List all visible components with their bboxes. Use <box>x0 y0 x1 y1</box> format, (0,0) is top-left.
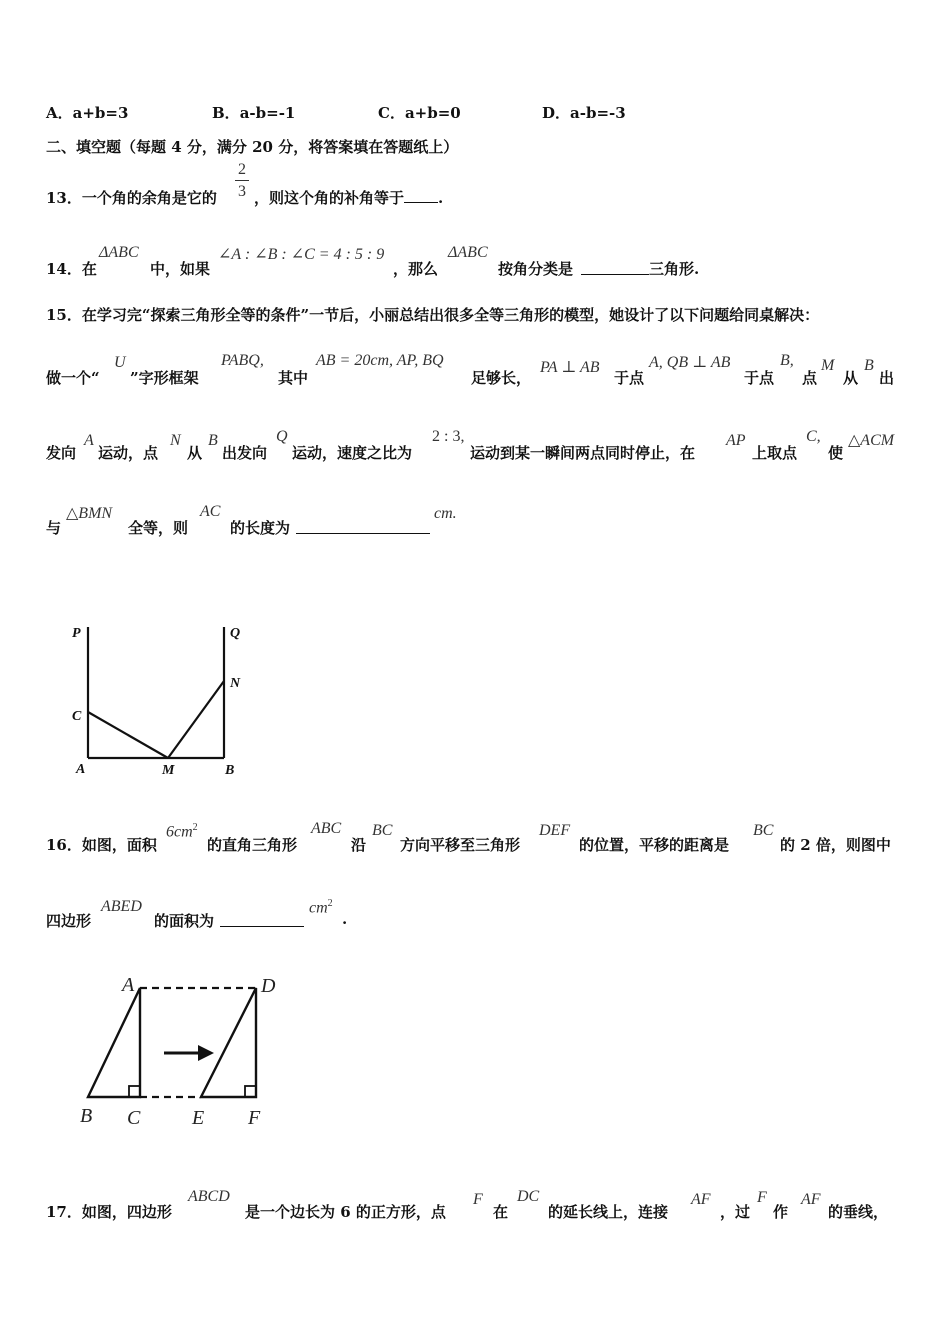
option-text: a+b=3 <box>72 104 129 122</box>
q15-text: 出 <box>879 369 895 387</box>
question-16-line2 <box>46 896 446 936</box>
q15-math: M <box>821 357 835 374</box>
question-13 <box>46 187 217 208</box>
label-p: P <box>72 626 81 641</box>
q16-text: 的 2 倍，则图中 <box>780 836 891 854</box>
right-angle-c <box>129 1086 140 1097</box>
q15-math: U <box>114 354 126 371</box>
label-b: B <box>225 763 235 778</box>
section-heading: 二、填空题（每题 4 分，满分 20 分，将答案填在答题纸上） <box>46 138 459 156</box>
q17-text: ，过 <box>720 1203 751 1221</box>
q15-text: 与 <box>46 519 62 537</box>
q15-math: B <box>864 357 874 374</box>
q14-text: 中，如果 <box>150 260 211 278</box>
q15-text: 于点 <box>744 369 775 387</box>
label-q: Q <box>230 626 241 641</box>
label-n: N <box>230 676 241 691</box>
q17-text: 的垂线， <box>828 1203 889 1221</box>
question-16-line1 <box>46 820 916 860</box>
q16-math: BC <box>372 822 393 839</box>
label-d: D <box>261 975 276 997</box>
q16-math: BC <box>753 822 774 839</box>
q15-text: 做一个“ <box>46 369 100 387</box>
option-a <box>46 102 128 123</box>
label-m: M <box>162 763 175 778</box>
q15-math: B <box>208 432 218 449</box>
q17-math: ABCD <box>188 1188 230 1205</box>
q13-prefix: 13．一个角的余角是它的 <box>46 189 217 207</box>
label-a: A <box>76 762 86 777</box>
answer-blank[interactable] <box>220 912 304 927</box>
q16-text: 四边形 <box>46 912 92 930</box>
q15-text: 使 <box>828 444 844 462</box>
q16-math: 6cm <box>166 823 193 841</box>
q14-text: 按角分类是 <box>498 260 574 278</box>
label-a: A <box>122 974 135 996</box>
q13-numerator: 2 <box>238 161 246 178</box>
arrow-icon <box>164 1045 214 1061</box>
right-angle-f <box>245 1086 256 1097</box>
option-text: a+b=0 <box>404 104 461 122</box>
label-c: C <box>127 1107 141 1129</box>
q16-text: 16．如图，面积 <box>46 836 157 854</box>
q14-math: ΔABC <box>448 244 488 261</box>
q14-text: ，那么 <box>393 260 439 278</box>
q13-suffix: ，则这个角的补角等于 <box>254 189 405 207</box>
question-14 <box>46 244 916 284</box>
q15-math: PA ⊥ AB <box>540 359 600 376</box>
q15-text: 的长度为 <box>230 519 291 537</box>
q14-math: ΔABC <box>99 244 139 261</box>
answer-blank[interactable] <box>296 519 430 534</box>
question-15-line4 <box>46 503 566 543</box>
question-15-line1: 15．在学习完“探索三角形全等的条件”一节后，小丽总结出很多全等三角形的模型，她设计了以下问题给同桌解决： <box>46 306 820 324</box>
q15-text: ”字形框架 <box>130 369 199 387</box>
q15-math: Q <box>276 428 288 445</box>
segment-mn <box>168 681 224 758</box>
q16-area <box>166 822 198 841</box>
q17-math: F <box>473 1191 483 1208</box>
q15-math: N <box>170 432 181 449</box>
q17-text: 的延长线上，连接 <box>548 1203 669 1221</box>
option-d <box>542 102 626 123</box>
q16-math: ABC <box>311 820 342 837</box>
q17-math: DC <box>517 1188 540 1205</box>
q15-math: △ACM <box>848 432 895 449</box>
answer-blank[interactable] <box>404 188 438 203</box>
q16-text: 的位置，平移的距离是 <box>579 836 730 854</box>
label-e: E <box>192 1107 205 1129</box>
q17-text: 是一个边长为 6 的正方形，点 <box>245 1203 446 1221</box>
q15-text: 发向 <box>46 444 77 462</box>
option-text: a-b=-1 <box>239 104 296 122</box>
q16-sup: 2 <box>192 822 198 833</box>
label-f: F <box>248 1107 261 1129</box>
q15-text: 点 <box>802 369 818 387</box>
q16-sup: 2 <box>327 898 333 909</box>
q15-math: △BMN <box>66 505 113 522</box>
q15-text: 出发向 <box>222 444 268 462</box>
q15-math: C, <box>806 428 821 445</box>
option-c <box>378 102 461 123</box>
figure-u-frame <box>60 615 260 785</box>
q15-math: A <box>84 432 94 449</box>
q15-text: 全等，则 <box>128 519 189 537</box>
q14-text: 14．在 <box>46 260 97 278</box>
q17-text: 17．如图，四边形 <box>46 1203 172 1221</box>
segment-cm <box>88 712 168 758</box>
q16-text: 沿 <box>351 836 367 854</box>
answer-blank[interactable] <box>581 260 649 275</box>
option-b <box>212 102 295 123</box>
q15-text: 从 <box>187 444 203 462</box>
q17-text: 在 <box>493 1203 509 1221</box>
label-c: C <box>72 709 82 724</box>
q16-math: ABED <box>101 898 142 915</box>
question-15-line3 <box>46 428 926 468</box>
q16-text: 的直角三角形 <box>207 836 298 854</box>
q14-ratio: ∠A : ∠B : ∠C = 4 : 5 : 9 <box>218 246 385 263</box>
q15-math: AP <box>726 432 746 449</box>
q15-math: 2 : 3, <box>432 428 465 445</box>
q17-text: 作 <box>773 1203 789 1221</box>
q15-text: 运动，点 <box>98 444 159 462</box>
question-15-line2 <box>46 352 916 392</box>
q15-text: 运动到某一瞬间两点同时停止，在 <box>470 444 696 462</box>
q13-denominator: 3 <box>238 183 246 200</box>
q17-math: F <box>757 1189 767 1206</box>
option-text: a-b=-3 <box>570 104 626 122</box>
q15-math: A, QB ⊥ AB <box>649 354 731 371</box>
q16-text: . <box>342 910 348 928</box>
q17-math: AF <box>801 1191 821 1208</box>
option-letter: C． <box>378 104 405 122</box>
q13-fraction <box>235 160 249 203</box>
option-letter: A． <box>46 104 73 122</box>
q13-rest <box>254 187 443 208</box>
q15-text: 上取点 <box>752 444 798 462</box>
q16-math: DEF <box>539 822 571 839</box>
q16-math: cm <box>309 899 328 917</box>
q15-text: 运动，速度之比为 <box>292 444 413 462</box>
figure-translation <box>72 968 292 1130</box>
q14-text: 三角形. <box>649 260 700 278</box>
q16-text: 的面积为 <box>154 912 215 930</box>
q15-text: 其中 <box>278 369 309 387</box>
q15-math: AB = 20cm, AP, BQ <box>316 352 444 369</box>
q15-math: AC <box>200 503 221 520</box>
q15-math: PABQ, <box>221 352 264 369</box>
option-letter: D． <box>542 104 571 122</box>
q15-math: B, <box>780 352 794 369</box>
triangle-def <box>201 988 256 1097</box>
q15-text: 从 <box>843 369 859 387</box>
q15-unit: cm. <box>434 505 457 522</box>
q15-text: 于点 <box>614 369 645 387</box>
q17-math: AF <box>691 1191 711 1208</box>
label-b: B <box>80 1105 93 1127</box>
triangle-abc <box>88 988 140 1097</box>
q15-text: 足够长， <box>471 369 532 387</box>
q16-text: 方向平移至三角形 <box>400 836 521 854</box>
option-letter: B． <box>212 104 240 122</box>
q16-unit <box>309 898 333 917</box>
question-17 <box>46 1186 926 1226</box>
q13-end: . <box>438 189 444 207</box>
